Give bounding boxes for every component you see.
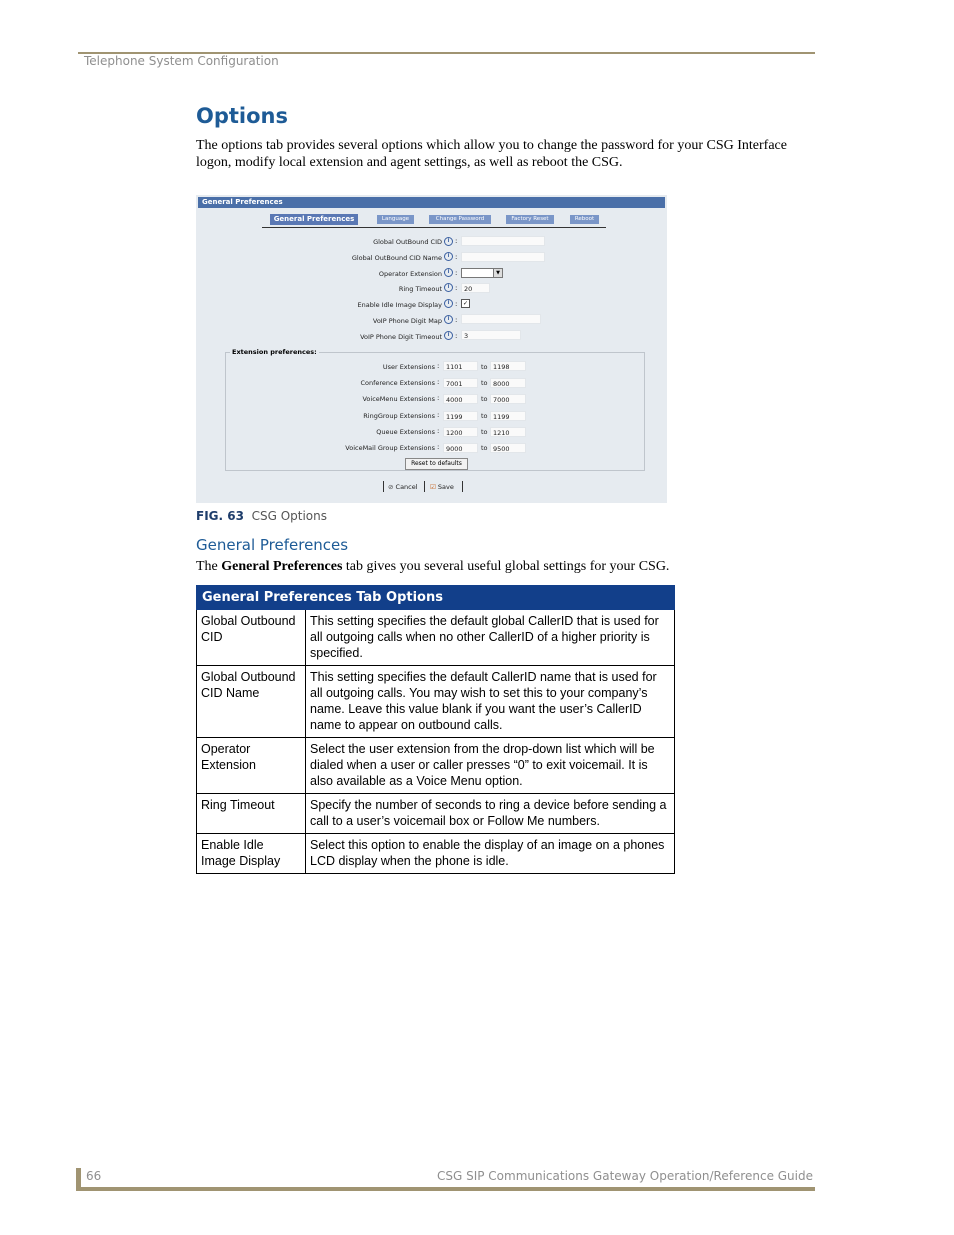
cancel-label: Cancel xyxy=(395,483,418,491)
save-icon: ☑ xyxy=(430,483,436,491)
running-footer: CSG SIP Communications Gateway Operation/Reference Guide xyxy=(436,1169,813,1183)
option-description: Select the user extension from the drop-down list which will be dialed when a user or caller presses “0” to exit voicemail. It is also available as a Voice Menu option. xyxy=(306,738,675,794)
page-title: Options xyxy=(196,104,288,128)
voip-digit-map-input[interactable] xyxy=(461,314,541,324)
page-number: 66 xyxy=(86,1169,102,1183)
extension-label: Queue Extensions xyxy=(376,428,435,436)
colon: : xyxy=(455,332,458,340)
cancel-button[interactable] xyxy=(388,483,418,491)
colon: : xyxy=(437,362,440,370)
enable-idle-image-checkbox[interactable]: ✓ xyxy=(462,300,469,307)
to-label: to xyxy=(481,444,488,452)
field-label: VoIP Phone Digit Map xyxy=(372,317,442,325)
option-description: This setting specifies the default CallerID name that is used for all outgoing calls. You may wish to set this to your company’s name. Leave this value blank if you want the user’s CallerID name to appear on outbound calls. xyxy=(306,666,675,738)
info-icon[interactable]: i xyxy=(444,331,453,340)
field-label: Global OutBound CID Name xyxy=(351,254,442,262)
para-text: The xyxy=(196,559,222,574)
option-description: Specify the number of seconds to ring a device before sending a call to a user’s voicemail box or Follow Me numbers. xyxy=(306,794,675,834)
colon: : xyxy=(455,253,458,261)
para-bold: General Preferences xyxy=(221,559,343,574)
global-outbound-cid-input[interactable] xyxy=(461,236,545,246)
option-name: Global Outbound CID Name xyxy=(197,666,306,738)
tab-bar xyxy=(262,213,606,228)
operator-extension-select[interactable] xyxy=(461,268,503,278)
to-label: to xyxy=(481,379,488,387)
option-description: This setting specifies the default global CallerID that is used for all outgoing calls when no other CallerID of a higher priority is specified. xyxy=(306,610,675,666)
colon: : xyxy=(437,427,440,435)
extension-label: User Extensions xyxy=(382,363,435,371)
extension-preferences-legend: Extension preferences: xyxy=(232,348,317,356)
tab-language[interactable]: Language xyxy=(377,215,414,224)
divider xyxy=(424,481,425,492)
save-button[interactable] xyxy=(430,483,454,491)
figure-number: FIG. 63 xyxy=(196,509,244,523)
section-heading: General Preferences xyxy=(196,536,349,554)
to-label: to xyxy=(481,428,488,436)
window-title: General Preferences xyxy=(202,198,283,206)
option-name: Operator Extension xyxy=(197,738,306,794)
voicemenu-ext-to[interactable]: 7000 xyxy=(490,394,526,404)
table-row xyxy=(197,834,675,874)
info-icon[interactable]: i xyxy=(444,299,453,308)
conference-ext-from[interactable]: 7001 xyxy=(443,378,478,388)
divider xyxy=(383,481,384,492)
table-row xyxy=(197,666,675,738)
option-name: Global Outbound CID xyxy=(197,610,306,666)
para-text: tab gives you several useful global settings for your CSG. xyxy=(342,559,670,574)
voicemail-group-ext-to[interactable]: 9500 xyxy=(490,443,526,453)
colon: : xyxy=(455,284,458,292)
global-outbound-cid-name-input[interactable] xyxy=(461,252,545,262)
voicemail-group-ext-from[interactable]: 9000 xyxy=(443,443,478,453)
extension-label: Conference Extensions xyxy=(360,379,435,387)
table-row xyxy=(197,610,675,666)
ringgroup-ext-from[interactable]: 1199 xyxy=(443,411,478,421)
colon: : xyxy=(455,316,458,324)
info-icon[interactable]: i xyxy=(444,237,453,246)
option-description: Select this option to enable the display of an image on a phones LCD display when the phone is idle. xyxy=(306,834,675,874)
to-label: to xyxy=(481,363,488,371)
cancel-icon: ⊘ xyxy=(388,483,394,491)
options-table xyxy=(196,585,675,874)
tab-change-password[interactable]: Change Password xyxy=(429,215,491,224)
running-header: Telephone System Configuration xyxy=(84,54,279,68)
info-icon[interactable]: i xyxy=(444,252,453,261)
reset-to-defaults-button[interactable]: Reset to defaults xyxy=(405,458,468,470)
to-label: to xyxy=(481,395,488,403)
conference-ext-to[interactable]: 8000 xyxy=(490,378,526,388)
field-label: Enable Idle Image Display xyxy=(357,301,442,309)
extension-label: VoiceMenu Extensions xyxy=(362,395,435,403)
colon: : xyxy=(455,300,458,308)
queue-ext-to[interactable]: 1210 xyxy=(490,427,526,437)
field-label: Global OutBound CID xyxy=(373,238,442,246)
save-label: Save xyxy=(437,483,454,491)
section-paragraph xyxy=(196,559,669,575)
figure-caption xyxy=(196,509,327,523)
queue-ext-from[interactable]: 1200 xyxy=(443,427,478,437)
footer-rule xyxy=(78,1187,815,1191)
field-label: Operator Extension xyxy=(378,270,442,278)
voip-digit-timeout-input[interactable]: 3 xyxy=(461,330,521,340)
intro-paragraph: The options tab provides several options which allow you to change the password for your CSG Interface logon, modify local extension and agent settings, as well as reboot the CSG. xyxy=(196,138,787,170)
csg-options-screenshot xyxy=(196,195,667,503)
ringgroup-ext-to[interactable]: 1199 xyxy=(490,411,526,421)
to-label: to xyxy=(481,412,488,420)
voicemenu-ext-from[interactable]: 4000 xyxy=(443,394,478,404)
tab-general-preferences[interactable]: General Preferences xyxy=(270,214,358,225)
field-label: VoIP Phone Digit Timeout xyxy=(360,333,442,341)
user-ext-from[interactable]: 1101 xyxy=(443,361,478,371)
colon: : xyxy=(455,269,458,277)
extension-label: RingGroup Extensions xyxy=(363,412,435,420)
divider xyxy=(462,481,463,492)
ring-timeout-input[interactable]: 20 xyxy=(461,283,490,293)
info-icon[interactable]: i xyxy=(444,315,453,324)
info-icon[interactable]: i xyxy=(444,283,453,292)
colon: : xyxy=(437,394,440,402)
table-row xyxy=(197,794,675,834)
option-name: Enable Idle Image Display xyxy=(197,834,306,874)
table-row xyxy=(197,738,675,794)
info-icon[interactable]: i xyxy=(444,268,453,277)
colon: : xyxy=(437,411,440,419)
field-label: Ring Timeout xyxy=(398,285,442,293)
user-ext-to[interactable]: 1198 xyxy=(490,361,526,371)
extension-label: VoiceMail Group Extensions xyxy=(345,444,435,452)
window-title-bar xyxy=(198,197,665,208)
figure-caption-text: CSG Options xyxy=(251,509,328,523)
colon: : xyxy=(437,378,440,386)
tab-factory-reset[interactable]: Factory Reset xyxy=(506,215,554,224)
extension-preferences-group xyxy=(225,352,645,471)
option-name: Ring Timeout xyxy=(197,794,306,834)
colon: : xyxy=(437,443,440,451)
chevron-down-icon: ▼ xyxy=(493,269,502,277)
table-header: General Preferences Tab Options xyxy=(197,586,675,610)
colon: : xyxy=(455,237,458,245)
tab-reboot[interactable]: Reboot xyxy=(570,215,599,224)
